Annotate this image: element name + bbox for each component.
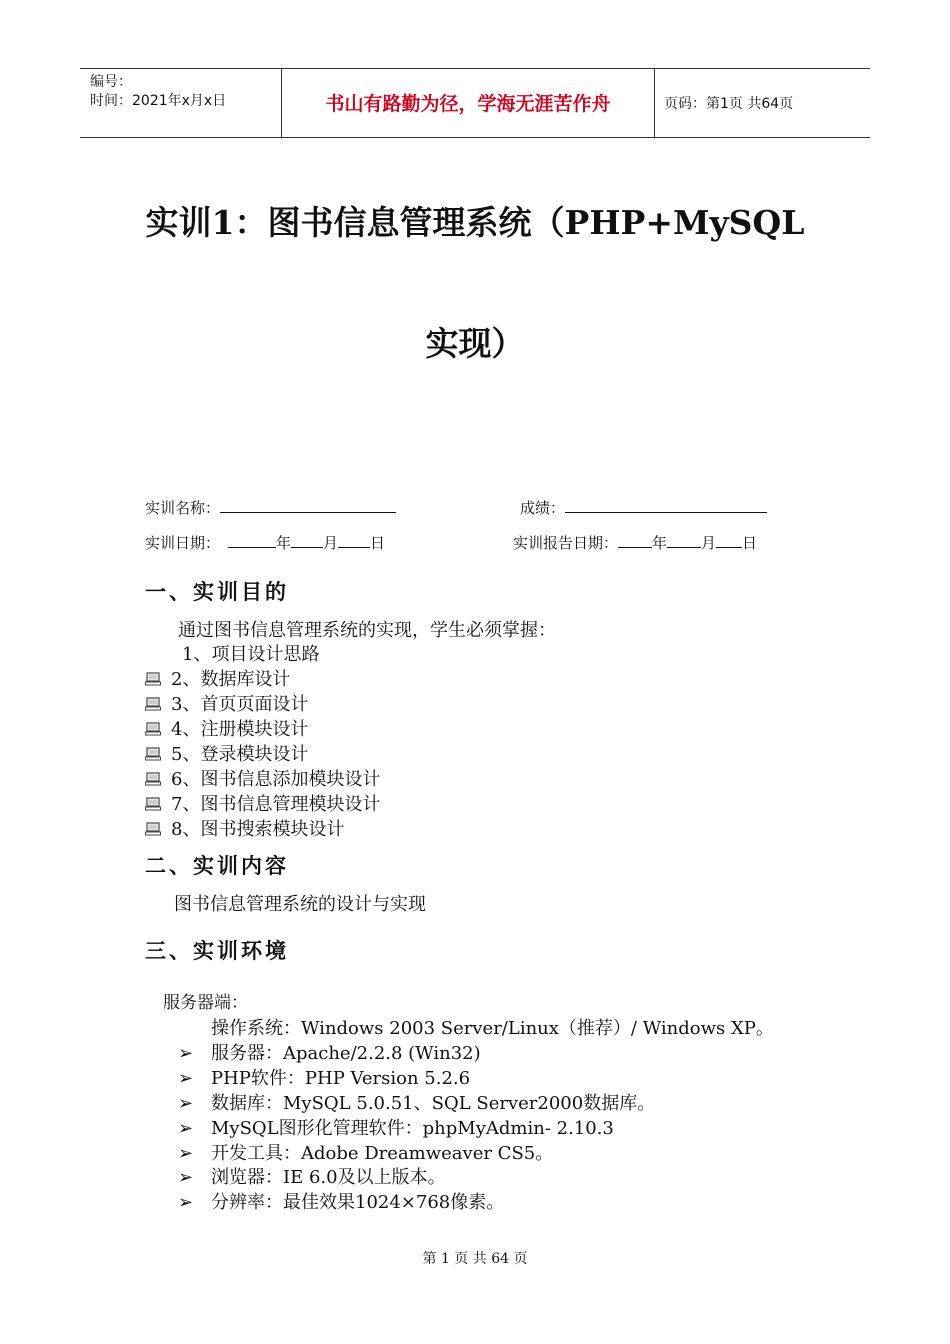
doc-title-line1: 实训1：图书信息管理系统（PHP+MySQL — [145, 203, 805, 242]
computer-icon — [145, 722, 161, 736]
header-page-info: 页码：第1页 共64页 — [664, 96, 794, 112]
list-item: ➢ MySQL图形化管理软件：phpMyAdmin- 2.10.3 — [178, 1118, 614, 1139]
arrow-bullet-icon: ➢ — [178, 1043, 194, 1064]
computer-icon — [145, 772, 161, 786]
section2-text: 图书信息管理系统的设计与实现 — [174, 894, 426, 915]
list-item: 2、数据库设计 — [145, 665, 290, 691]
list-item: ➢ 浏览器：IE 6.0及以上版本。 — [178, 1167, 446, 1188]
os-line: 操作系统：Windows 2003 Server/Linux（推荐）/ Windows XP。 — [211, 1018, 774, 1039]
list-item: ➢ 数据库：MySQL 5.0.51、SQL Server2000数据库。 — [178, 1093, 656, 1114]
section1-first-item: 1、项目设计思路 — [182, 644, 320, 665]
list-item: ➢ PHP软件：PHP Version 5.2.6 — [178, 1068, 471, 1089]
computer-icon — [145, 672, 161, 686]
date-day-blank — [338, 532, 370, 548]
list-item: 7、图书信息管理模块设计 — [145, 790, 380, 816]
section3-heading: 三、实训环境 — [145, 939, 289, 963]
training-name-blank — [220, 497, 396, 513]
computer-icon — [145, 797, 161, 811]
year-label: 年 — [276, 534, 292, 552]
server-label: 服务器端： — [163, 993, 248, 1013]
section1-intro: 通过图书信息管理系统的实现，学生必须掌握： — [178, 620, 556, 641]
report-date-label: 实训报告日期： — [513, 534, 619, 552]
computer-icon — [145, 697, 161, 711]
header-motto: 书山有路勤为径，学海无涯苦作舟 — [281, 69, 655, 137]
list-item: ➢ 服务器：Apache/2.2.8 (Win32) — [178, 1043, 481, 1064]
list-item: 8、图书搜索模块设计 — [145, 815, 344, 841]
training-name-field — [145, 497, 396, 518]
score-label: 成绩： — [520, 499, 566, 517]
date-year-blank — [228, 532, 276, 548]
training-date-field — [145, 532, 385, 553]
report-day-blank — [716, 532, 742, 548]
section2-heading: 二、实训内容 — [145, 854, 289, 878]
computer-icon — [145, 822, 161, 836]
arrow-bullet-icon: ➢ — [178, 1068, 194, 1089]
report-date-field — [513, 532, 757, 553]
score-blank — [565, 497, 767, 513]
report-year-blank — [618, 532, 652, 548]
computer-icon — [145, 747, 161, 761]
list-item: 6、图书信息添加模块设计 — [145, 765, 380, 791]
arrow-bullet-icon: ➢ — [178, 1167, 194, 1188]
month-label: 月 — [701, 534, 717, 552]
year-label: 年 — [652, 534, 668, 552]
arrow-bullet-icon: ➢ — [178, 1118, 194, 1139]
list-item: 5、登录模块设计 — [145, 740, 308, 766]
time-label: 时间：2021年x月x日 — [90, 93, 227, 109]
doc-title-line2: 实现） — [425, 324, 525, 363]
training-date-label: 实训日期： — [145, 534, 221, 552]
list-item: ➢ 分辨率：最佳效果1024×768像素。 — [178, 1192, 505, 1213]
list-item: ➢ 开发工具：Adobe Dreamweaver CS5。 — [178, 1143, 554, 1164]
page-footer: 第 1 页 共 64 页 — [422, 1251, 528, 1267]
day-label: 日 — [370, 534, 386, 552]
list-item: 4、注册模块设计 — [145, 715, 308, 741]
section1-heading: 一、实训目的 — [145, 580, 289, 604]
header-meta — [90, 73, 226, 111]
score-field — [520, 497, 767, 518]
arrow-bullet-icon: ➢ — [178, 1192, 194, 1213]
date-month-blank — [291, 532, 323, 548]
report-month-blank — [667, 532, 701, 548]
list-item: 3、首页页面设计 — [145, 690, 308, 716]
page-header — [80, 68, 870, 138]
arrow-bullet-icon: ➢ — [178, 1143, 194, 1164]
arrow-bullet-icon: ➢ — [178, 1093, 194, 1114]
number-label: 编号： — [90, 74, 132, 90]
day-label: 日 — [742, 534, 758, 552]
month-label: 月 — [323, 534, 339, 552]
training-name-label: 实训名称： — [145, 499, 221, 517]
